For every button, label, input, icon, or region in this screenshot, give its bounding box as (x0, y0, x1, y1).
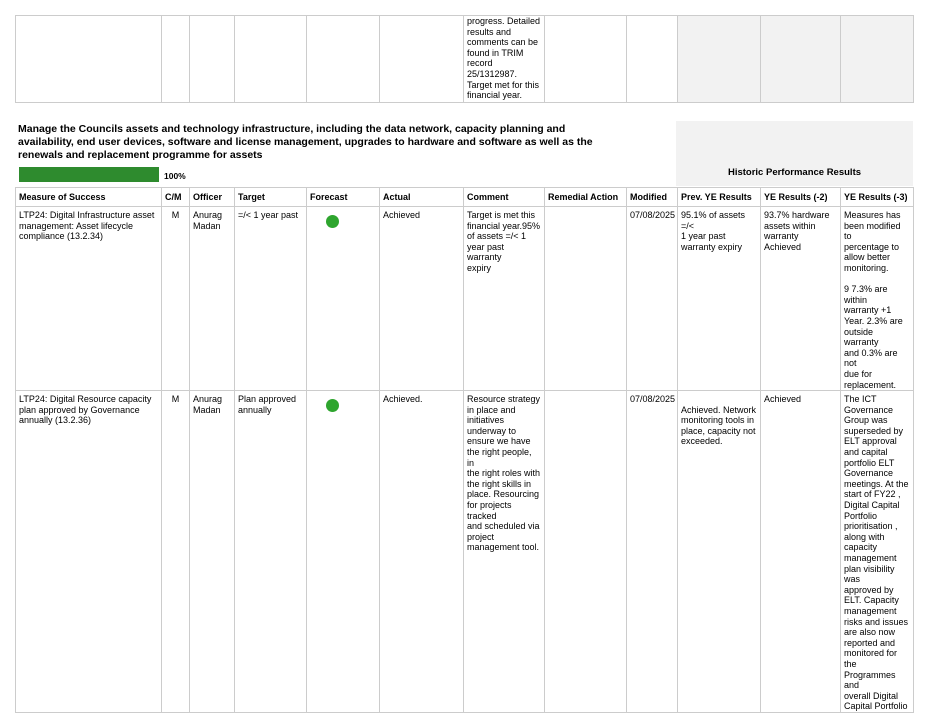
ye2-cell: 93.7% hardware assets within warranty Achieved (761, 207, 841, 391)
progress-bar (19, 167, 159, 182)
col-prev-ye: Prev. YE Results (678, 188, 761, 207)
cm-cell: M (162, 207, 190, 391)
table-row (16, 16, 914, 103)
measures-table (15, 187, 914, 713)
measure-cell: LTP24: Digital Resource capacity plan approved by Governance annually (13.2.36) (16, 391, 162, 713)
officer-cell: Anurag Madan (190, 391, 235, 713)
previous-measure-table (15, 15, 914, 103)
prev-ye-cell: 95.1% of assets =/< 1 year past warranty expiry (678, 207, 761, 391)
col-remedial: Remedial Action (545, 188, 627, 207)
forecast-cell (307, 391, 380, 713)
actual-cell: Achieved (380, 207, 464, 391)
officer-cell: Anurag Madan (190, 207, 235, 391)
forecast-cell (307, 207, 380, 391)
col-officer: Officer (190, 188, 235, 207)
table-row (16, 391, 914, 713)
ye3-cell: The ICT Governance Group was superseded by ELT approval and capital portfolio ELT Governance meetings. At the start of FY22 , Digital Capital Portfolio prioritisation , along with capacity management plan visibility was approved by ELT. Capacity management risks and issues are also now reported and monitored for the Programmes and overall Digital Capital Portfolio (841, 391, 914, 713)
modified-cell: 07/08/2025 (627, 391, 678, 713)
col-measure: Measure of Success (16, 188, 162, 207)
header-row (16, 188, 914, 207)
ye2-cell: Achieved (761, 391, 841, 713)
actual-cell: Achieved. (380, 391, 464, 713)
modified-cell: 07/08/2025 (627, 207, 678, 391)
table-row (16, 207, 914, 391)
col-cm: C/M (162, 188, 190, 207)
measure-cell: LTP24: Digital Infrastructure asset management: Asset lifecycle compliance (13.2.34) (16, 207, 162, 391)
col-comment: Comment (464, 188, 545, 207)
progress-label: 100% (164, 171, 186, 181)
comment-cell: Resource strategy in place and initiatives underway to ensure we have the right people, in the right roles with the right skills in place. Resourcing for projects tracked and scheduled via project management tool. (464, 391, 545, 713)
col-ye3: YE Results (-3) (841, 188, 914, 207)
col-ye2: YE Results (-2) (761, 188, 841, 207)
comment-cell: Target is met this financial year.95% of assets =/< 1 year past warranty expiry (464, 207, 545, 391)
cm-cell: M (162, 391, 190, 713)
historic-header-box (676, 121, 913, 186)
target-cell: Plan approved annually (235, 391, 307, 713)
col-modified: Modified (627, 188, 678, 207)
remedial-cell (545, 207, 627, 391)
progress-bar-fill (19, 167, 159, 182)
col-forecast: Forecast (307, 188, 380, 207)
ye3-cell: Measures has been modified to percentage to allow better monitoring. 9 7.3% are within warranty +1 Year. 2.3% are outside warranty and 0.3% are not due for replacement. (841, 207, 914, 391)
col-actual: Actual (380, 188, 464, 207)
comment-cell: progress. Detailed results and comments can be found in TRIM record 25/1312987. Target met for this financial year. (464, 16, 545, 103)
col-target: Target (235, 188, 307, 207)
prev-ye-cell: Achieved. Network monitoring tools in place, capacity not exceeded. (678, 391, 761, 713)
target-cell: =/< 1 year past (235, 207, 307, 391)
forecast-status-icon (326, 399, 339, 412)
section-title: Manage the Councils assets and technology infrastructure, including the data network, capacity planning and availability, end user devices, software and license management, upgrades to hardware and software as well as the renewals and replacement programme for assets (18, 123, 593, 161)
forecast-status-icon (326, 215, 339, 228)
historic-performance-label: Historic Performance Results (727, 167, 862, 178)
remedial-cell (545, 391, 627, 713)
